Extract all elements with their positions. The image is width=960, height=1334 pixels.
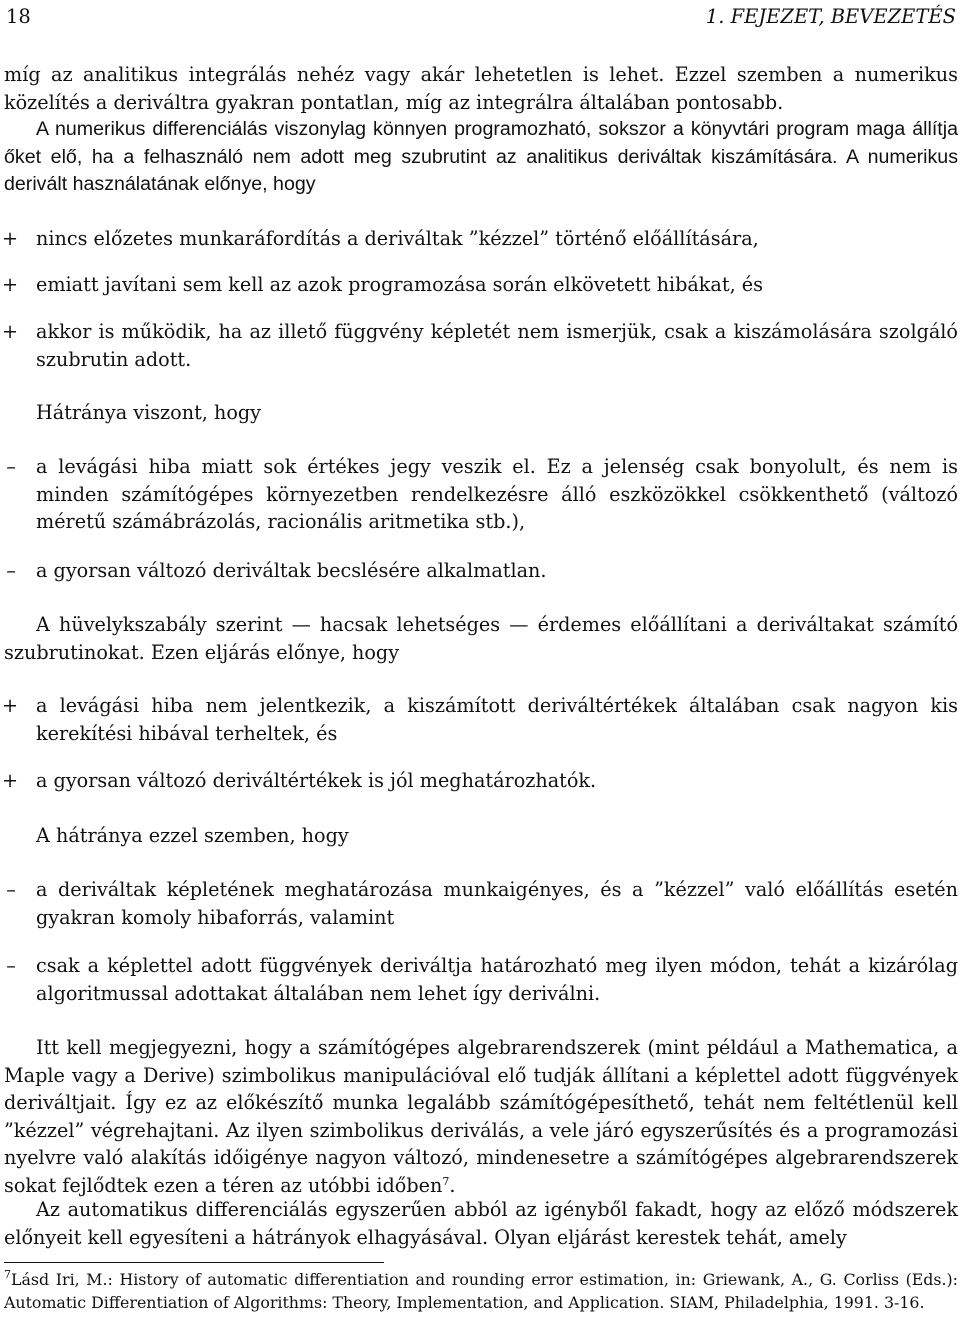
paragraph-intro: míg az analitikus integrálás nehéz vagy akár lehetetlen is lehet. Ezzel szemben a numerikus közelítés a deriváltra gyakran pontatlan, míg az integrálra általában pontosabb.	[4, 63, 958, 114]
plus-bullet: +	[1, 273, 19, 296]
list-item-numeric-advantage-1	[1, 225, 958, 253]
paragraph-disadvantages-intro: Hátránya viszont, hogy	[36, 401, 262, 424]
list-item-text: a levágási hiba nem jelentkezik, a kiszámított deriváltértékek általában csak nagyon kis kerekítési hibával terheltek, és	[36, 694, 958, 745]
list-item-analytic-disadvantage-2	[6, 952, 958, 1007]
chapter-title: 1. FEJEZET, BEVEZETÉS	[705, 5, 956, 28]
footnote-marker: 7	[4, 1268, 11, 1281]
list-item-numeric-advantage-2	[1, 271, 958, 299]
dash-bullet: –	[6, 878, 16, 901]
list-item-numeric-disadvantage-2	[6, 557, 958, 585]
plus-bullet: +	[1, 227, 19, 250]
list-item-text: csak a képlettel adott függvények deriváltja határozható meg ilyen módon, tehát a kizárólag algoritmussal adottakat általában nem lehet így deriválni.	[36, 954, 958, 1005]
plus-bullet: +	[1, 694, 19, 717]
list-item-analytic-advantage-2	[1, 767, 958, 795]
list-item-numeric-advantage-3	[1, 318, 958, 373]
paragraph-rule-of-thumb: A hüvelykszabály szerint — hacsak lehetséges — érdemes előállítani a deriváltakat számító szubrutinokat. Ezen eljárás előnye, hogy	[4, 613, 958, 664]
paragraph-numeric-differentiation: A numerikus differenciálás viszonylag könnyen programozható, sokszor a könyvtári program maga állítja őket elő, ha a felhasználó nem adott meg szubrutint az analitikus deriváltak kiszámítására. A numerikus derivált használatának előnye, hogy	[4, 118, 958, 195]
list-item-text: nincs előzetes munkaráfordítás a deriváltak ”kézzel” történő előállítására,	[36, 227, 759, 250]
footnote-text: Lásd Iri, M.: History of automatic differentiation and rounding error estimation, in: Griewank, A., G. Corliss (Eds.): Automatic Differentiation of Algorithms: Theory, Implementation, and Application. SIAM, Philadelphia, 1991. 3-16.	[4, 1270, 958, 1312]
paragraph-symbolic-differentiation	[4, 1034, 958, 1199]
list-item-text: a levágási hiba miatt sok értékes jegy veszik el. Ez a jelenség csak bonyolult, és nem is minden számítógépes környezetben rendelkezésre álló eszközökkel csökkenthető (változó méretű számábrázolás, racionális aritmetika stb.),	[36, 455, 958, 533]
footnote	[4, 1268, 958, 1314]
dash-bullet: –	[6, 559, 16, 582]
paragraph-end: .	[449, 1173, 456, 1197]
list-item-text: a deriváltak képletének meghatározása munkaigényes, és a ”kézzel” való előállítás esetén gyakran komoly hibaforrás, valamint	[36, 878, 958, 929]
list-item-text: a gyorsan változó deriváltak becslésére alkalmatlan.	[36, 559, 547, 582]
paragraph-analytic-disadvantages-intro: A hátránya ezzel szemben, hogy	[36, 824, 349, 847]
plus-bullet: +	[1, 320, 19, 343]
paragraph-text: Itt kell megjegyezni, hogy a számítógépes algebrarendszerek (mint például a Mathematica, a Maple vagy a Derive) szimbolikus manipulációval elő tudják állítani a képlettel adott függvények deriváltjait. Így ez az előkészítő munka legalább számítógépesíthető, tehát nem feltétlenül kell ”kézzel” végrehajtani. Az ilyen szimbolikus deriválás, a vele járó egyszerűsítés és a programozási nyelvre való alakítás időigénye nagyon változó, mindenesetre a számítógépes algebrarendszerek sokat fejlődtek ezen a téren az utóbbi időben	[4, 1036, 958, 1197]
list-item-analytic-advantage-1	[1, 692, 958, 747]
page-number: 18	[6, 5, 31, 28]
list-item-text: emiatt javítani sem kell az azok programozása során elkövetett hibákat, és	[36, 273, 763, 296]
paragraph-automatic-differentiation: Az automatikus differenciálás egyszerűen abból az igényből fakadt, hogy az előző módszerek előnyeit kell egyesíteni a hátrányok elhagyásával. Olyan eljárást kerestek tehát, amely	[4, 1198, 958, 1249]
list-item-analytic-disadvantage-1	[6, 876, 958, 931]
list-item-numeric-disadvantage-1	[6, 453, 958, 536]
footnote-divider	[4, 1262, 384, 1263]
list-item-text: akkor is működik, ha az illető függvény képletét nem ismerjük, csak a kiszámolására szolgáló szubrutin adott.	[36, 320, 958, 371]
footnote-reference: 7	[442, 1174, 450, 1188]
dash-bullet: –	[6, 455, 16, 478]
dash-bullet: –	[6, 954, 16, 977]
running-header	[6, 5, 956, 31]
plus-bullet: +	[1, 769, 19, 792]
list-item-text: a gyorsan változó deriváltértékek is jól meghatározhatók.	[36, 769, 597, 792]
